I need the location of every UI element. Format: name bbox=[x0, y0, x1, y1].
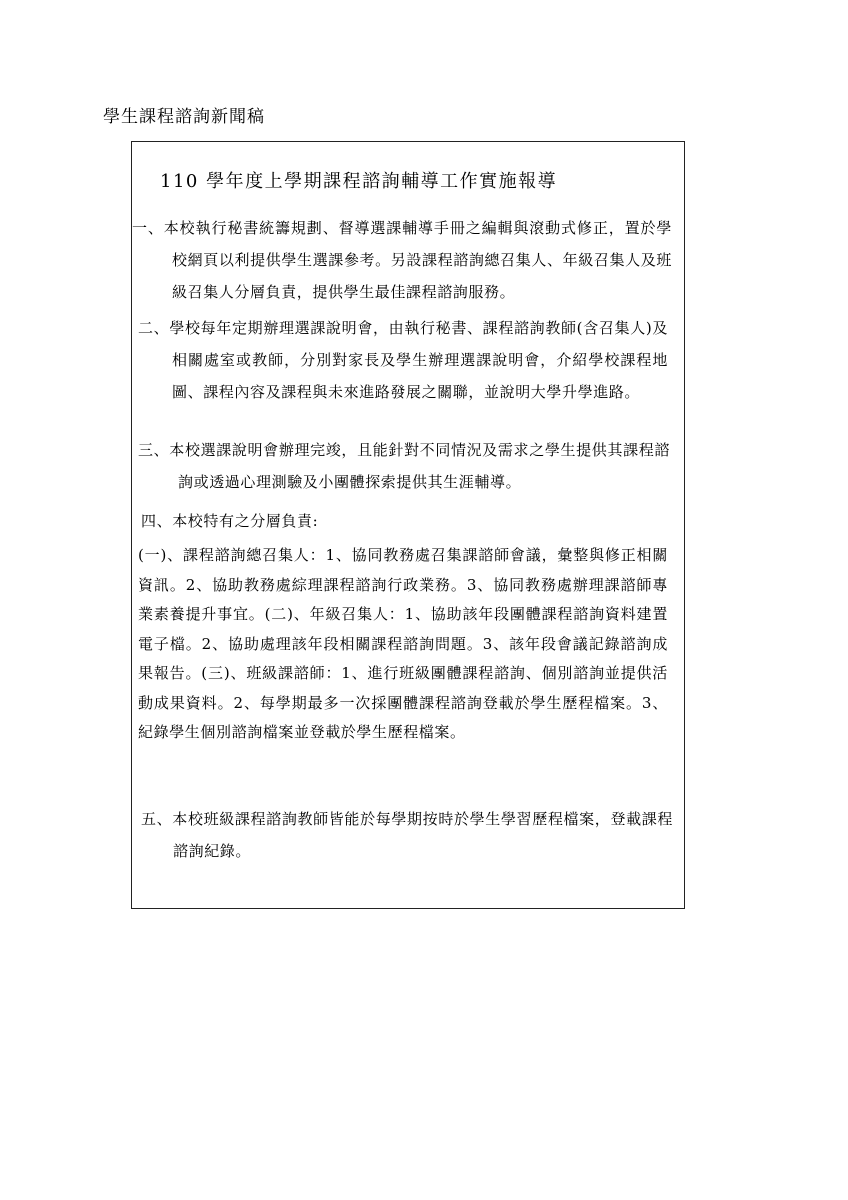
section-5: 五、本校班級課程諮詢教師皆能於每學期按時於學生學習歷程檔案，登載課程諮詢紀錄。 bbox=[141, 810, 673, 860]
section-4-heading: 四、本校特有之分層負責: bbox=[141, 512, 319, 530]
report-title: 110 學年度上學期課程諮詢輔導工作實施報導 bbox=[160, 171, 558, 192]
section-4-details: (一)、課程諮詢總召集人：1、協同教務處召集課諮師會議，彙整與修正相關資訊。2、協助教務處綜理課程諮詢行政業務。3、協同教務處辦理課諮師專業素養提升事宜。(二)、年級召集人：1、協助該年段團體課程諮詢資料建置電子檔。2、協助處理該年段相關課程諮詢問題。3、該年段會議記錄諮詢成果報告。(三)、班級課諮師：1、進行班級團體課程諮詢、個別諮詢並提供活動成果資料。2、每學期最多一次採團體課程諮詢登載於學生歷程檔案。3、紀錄學生個別諮詢檔案並登載於學生歷程檔案。 bbox=[138, 546, 668, 741]
section-3: 三、本校選課說明會辦理完竣，且能針對不同情況及需求之學生提供其課程諮詢或透過心理測驗及小團體探索提供其生涯輔導。 bbox=[138, 441, 670, 491]
section-2: 二、學校每年定期辦理選課說明會，由執行秘書、課程諮詢教師(含召集人)及相關處室或教師，分別對家長及學生辦理選課說明會，介紹學校課程地圖、課程內容及課程與未來進路發展之關聯，並說明大學升學進路。 bbox=[138, 319, 668, 401]
section-1: 一、本校執行秘書統籌規劃、督導選課輔導手冊之編輯與滾動式修正，置於學校網頁以利提供學生選課參考。另設課程諮詢總召集人、年級召集人及班級召集人分層負責，提供學生最佳課程諮詢服務。 bbox=[132, 219, 672, 301]
document-heading: 學生課程諮詢新聞稿 bbox=[103, 107, 265, 127]
